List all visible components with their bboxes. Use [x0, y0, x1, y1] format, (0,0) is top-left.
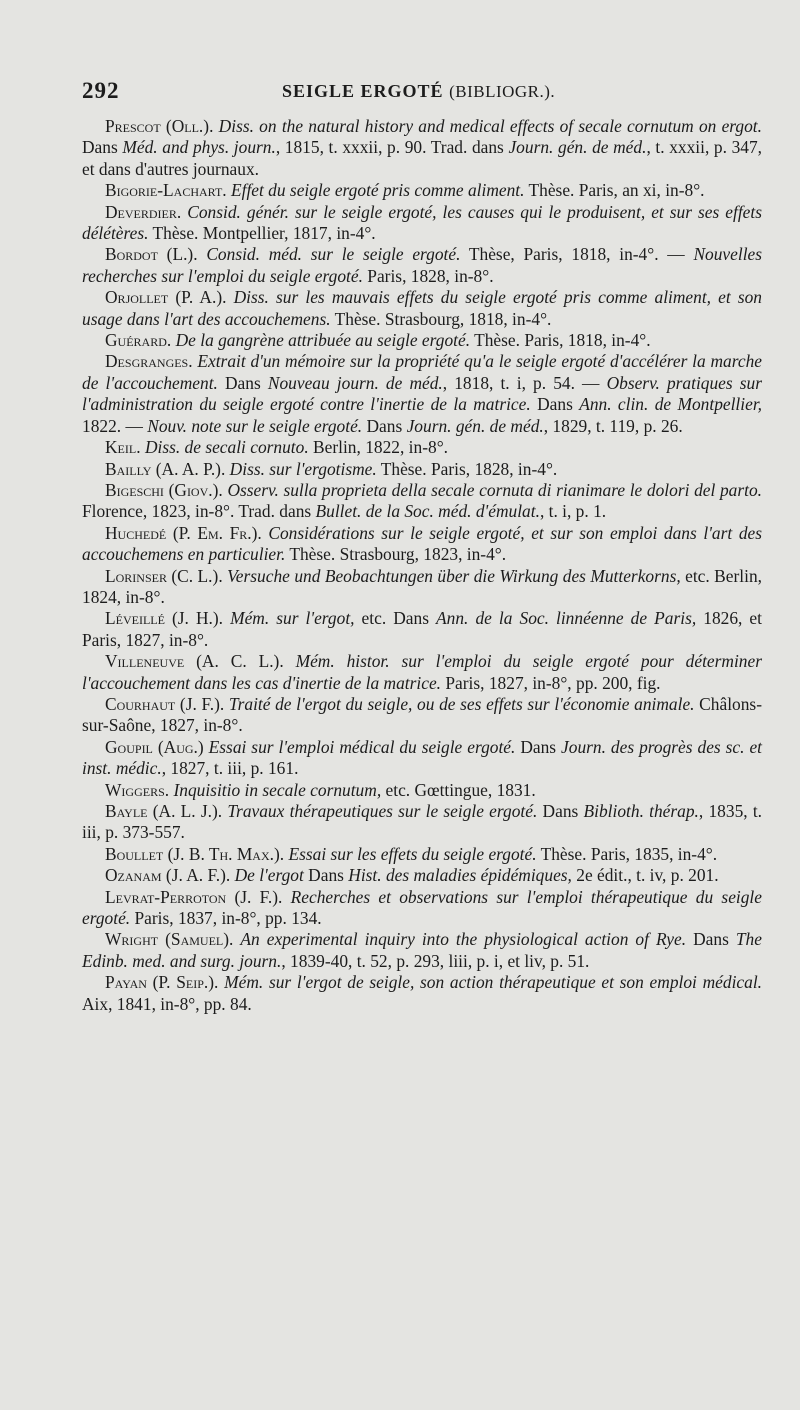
entry-author: Orjollet (P. A.). [105, 287, 227, 308]
entry-title: An experimental inquiry into the physiological action of Rye. [240, 929, 687, 950]
running-head-subtitle: (BIBLIOGR.). [449, 82, 556, 101]
entry-text: , 1839-40, t. 52, p. 293, liii, p. i, et liv, p. 51. [281, 950, 590, 971]
entry-author: Bailly (A. A. P.). [105, 458, 226, 479]
entry-title: Mém. sur l'ergot de seigle, son action thérapeutique et son emploi médical. [224, 972, 763, 993]
bibliography-list [82, 116, 762, 1015]
entry-text: etc. Berlin, 1824, in-8°. [82, 565, 762, 607]
entry-text: Thèse. Paris, an xi, in-8°. [524, 180, 705, 201]
entry-title: Versuche und Beobachtungen über die Wirkung des Mutterkorns, [227, 565, 681, 586]
entry-title: Nouveau journ. de méd. [267, 372, 443, 393]
entry-text: Dans [686, 929, 736, 950]
entry-text: Dans [537, 801, 584, 821]
bibliography-entry [82, 929, 762, 972]
entry-title: Diss. on the natural history and medical effects of secale cornutum on ergot. [218, 116, 762, 136]
entry-title: Consid. méd. sur le seigle ergoté. [206, 244, 461, 265]
entry-author: Prescot (Oll.). [105, 116, 214, 136]
entry-text: 1822. — [82, 415, 148, 436]
entry-text: , 1835, t. iii, p. 373-557. [82, 801, 763, 843]
entry-title: Traité de l'ergot du seigle, ou de ses effets sur l'économie animale. [228, 693, 695, 714]
entry-text [284, 651, 296, 671]
bibliography-entry [82, 330, 762, 351]
bibliography-entry [82, 887, 762, 930]
entry-title: Observ. pratiques sur l'administration du seigle ergoté contre l'inertie de la matrice. [82, 372, 762, 415]
entry-text: Paris, 1827, in-8°, pp. 200, fig. [441, 672, 661, 693]
entry-title: Diss. de secali cornuto. [144, 437, 309, 458]
entry-title: Méd. and phys. journ. [122, 137, 276, 158]
entry-title: Recherches et observations sur l'emploi thérapeutique du seigle ergoté. [82, 886, 762, 929]
entry-author: Lorinser (C. L.). [105, 565, 223, 586]
entry-text: etc. Dans [354, 608, 437, 629]
bibliography-entry [82, 844, 762, 865]
entry-author: Wiggers. [105, 779, 170, 800]
running-head [282, 81, 555, 102]
entry-author: Payan (P. Seip.). [105, 972, 219, 993]
bibliography-entry [82, 116, 762, 180]
entry-author: Levrat-Perroton (J. F.). [105, 886, 283, 907]
entry-author: Keil. [105, 437, 141, 458]
bibliography-entry [82, 694, 762, 737]
entry-title: Extrait d'un mémoire sur la propriété qu'a le seigle ergoté d'accélérer la marche de l'accouchement. [82, 351, 762, 393]
entry-author: Bordot (L.). [105, 244, 198, 265]
bibliography-entry [82, 244, 762, 287]
bibliography-entry [82, 737, 762, 780]
entry-title: Effet du seigle ergoté pris comme aliment. [231, 180, 525, 201]
entry-text: 1826, et Paris, 1827, in-8°. [82, 608, 762, 650]
entry-author: Bayle (A. L. J.). [105, 801, 223, 821]
entry-text: Châlons-sur-Saône, 1827, in-8°. [82, 693, 762, 736]
entry-text: etc. Gœttingue, 1831. [381, 779, 536, 800]
entry-text: Aix, 1841, in-8°, pp. 84. [82, 993, 252, 1014]
entry-text: Dans [530, 394, 580, 415]
entry-title: Considérations sur le seigle ergoté, et sur son emploi dans l'art des accouchemens en particulier. [82, 522, 763, 565]
entry-title: Mém. sur l'ergot, [230, 608, 355, 629]
entry-author: Guérard. [105, 330, 172, 351]
entry-title: Bullet. de la Soc. méd. d'émulat. [315, 501, 540, 522]
entry-title: The Edinb. med. and surg. journ. [82, 929, 762, 971]
entry-text: Thèse. Paris, 1818, in-4°. [470, 330, 651, 351]
entry-text [226, 287, 233, 307]
entry-title: Nouv. note sur le seigle ergoté. [147, 415, 363, 436]
bibliography-entry [82, 566, 762, 609]
entry-text: Dans [217, 372, 268, 393]
entry-text: , 1827, t. iii, p. 161. [161, 758, 299, 779]
entry-author: Goupil (Aug.) [105, 736, 204, 757]
entry-text [282, 887, 290, 907]
entry-title: Journ. gén. de méd. [508, 137, 647, 158]
entry-title: Mém. histor. sur l'emploi du seigle ergoté pour déterminer l'accouchement dans les cas d'inertie de la matrice. [82, 651, 762, 693]
entry-title: Biblioth. thérap. [583, 801, 699, 821]
entry-title: De l'ergot [234, 865, 304, 886]
bibliography-entry [82, 437, 762, 458]
running-head-title: SEIGLE ERGOTÉ [282, 81, 444, 101]
bibliography-entry [82, 351, 762, 437]
entry-text: Paris, 1837, in-8°, pp. 134. [130, 908, 322, 929]
bibliography-entry [82, 480, 762, 523]
entry-title: Nouvelles recherches sur l'emploi du seigle ergoté. [82, 244, 763, 286]
bibliography-entry [82, 523, 762, 566]
entry-text: Dans [362, 415, 407, 436]
entry-title: Essai sur les effets du seigle ergoté. [288, 843, 537, 864]
entry-author: Courhaut (J. F.). [105, 693, 225, 714]
bibliography-entry [82, 780, 762, 801]
entry-title: Hist. des maladies épidémiques, [348, 865, 572, 886]
entry-title: Diss. sur l'ergotisme. [229, 458, 377, 479]
entry-title: Essai sur l'emploi médical du seigle ergoté. [208, 736, 516, 757]
page-number: 292 [82, 78, 120, 103]
entry-text: Paris, 1828, in-8°. [362, 265, 494, 286]
entry-text: Thèse. Paris, 1835, in-4°. [536, 843, 718, 864]
entry-text: Berlin, 1822, in-8°. [308, 437, 448, 458]
entry-text: Thèse. Paris, 1828, in-4°. [376, 458, 558, 479]
entry-author: Huchedé (P. Em. Fr.). [105, 522, 262, 543]
entry-text: Dans [515, 736, 562, 757]
bibliography-entry [82, 180, 762, 201]
entry-text: Thèse. Strasbourg, 1818, in-4°. [330, 308, 552, 329]
bibliography-entry [82, 287, 762, 330]
entry-author: Boullet (J. B. Th. Max.). [105, 843, 285, 864]
entry-text: , 1829, t. 119, p. 26. [543, 415, 683, 436]
entry-title: Journ. gén. de méd. [406, 415, 544, 436]
entry-title: Journ. des progrès des sc. et inst. médic. [82, 736, 762, 779]
entry-author: Léveillé (J. H.). [105, 608, 224, 629]
entry-title: Ann. clin. de Montpellier, [579, 394, 763, 415]
entry-text: , 1815, t. xxxii, p. 90. Trad. dans [275, 137, 509, 158]
bibliography-entry [82, 865, 762, 886]
entry-text: , 1818, t. i, p. 54. — [442, 372, 607, 393]
entry-author: Wright (Samuel). [105, 929, 234, 950]
entry-text: 2e édit., t. iv, p. 201. [571, 865, 719, 886]
entry-title: Inquisitio in secale cornutum, [173, 779, 382, 800]
bibliography-entry [82, 202, 762, 245]
bibliography-entry [82, 651, 762, 694]
entry-author: Villeneuve (A. C. L.). [105, 651, 284, 672]
bibliography-entry [82, 972, 762, 1015]
bibliography-entry [82, 801, 762, 844]
entry-title: De la gangrène attribuée au seigle ergoté. [175, 330, 471, 351]
entry-author: Bigorie-Lachart. [105, 180, 227, 201]
entry-text: Dans [303, 865, 349, 886]
entry-author: Desgranges. [105, 351, 193, 372]
entry-text: , t. i, p. 1. [539, 501, 607, 522]
entry-author: Bigeschi (Giov.). [105, 479, 223, 500]
bibliography-entry [82, 459, 762, 480]
entry-title: Osserv. sulla proprieta della secale cornuta di rianimare le dolori del parto. [227, 479, 763, 500]
entry-title: Diss. sur les mauvais effets du seigle ergoté pris comme aliment, et son usage dans l'art des accouchemens. [82, 287, 762, 329]
entry-text: Florence, 1823, in-8°. Trad. dans [82, 501, 316, 522]
entry-title: Ann. de la Soc. linnéenne de Paris, [436, 608, 697, 629]
entry-text: , t. xxxii, p. 347, et dans d'autres journaux. [82, 137, 763, 179]
entry-text: Thèse. Strasbourg, 1823, in-4°. [285, 544, 507, 565]
page-header [82, 78, 762, 108]
entry-text: Thèse. Montpellier, 1817, in-4°. [148, 223, 376, 244]
entry-author: Deverdier. [105, 201, 182, 222]
entry-title: Travaux thérapeutiques sur le seigle ergoté. [227, 801, 538, 821]
entry-text: Dans [82, 137, 123, 158]
entry-title: Consid. génér. sur le seigle ergoté, les causes qui le produisent, et sur ses effets délétères. [82, 201, 762, 244]
entry-text: Thèse, Paris, 1818, in-4°. — [460, 244, 694, 265]
entry-author: Ozanam (J. A. F.). [105, 865, 231, 886]
bibliography-entry [82, 608, 762, 651]
